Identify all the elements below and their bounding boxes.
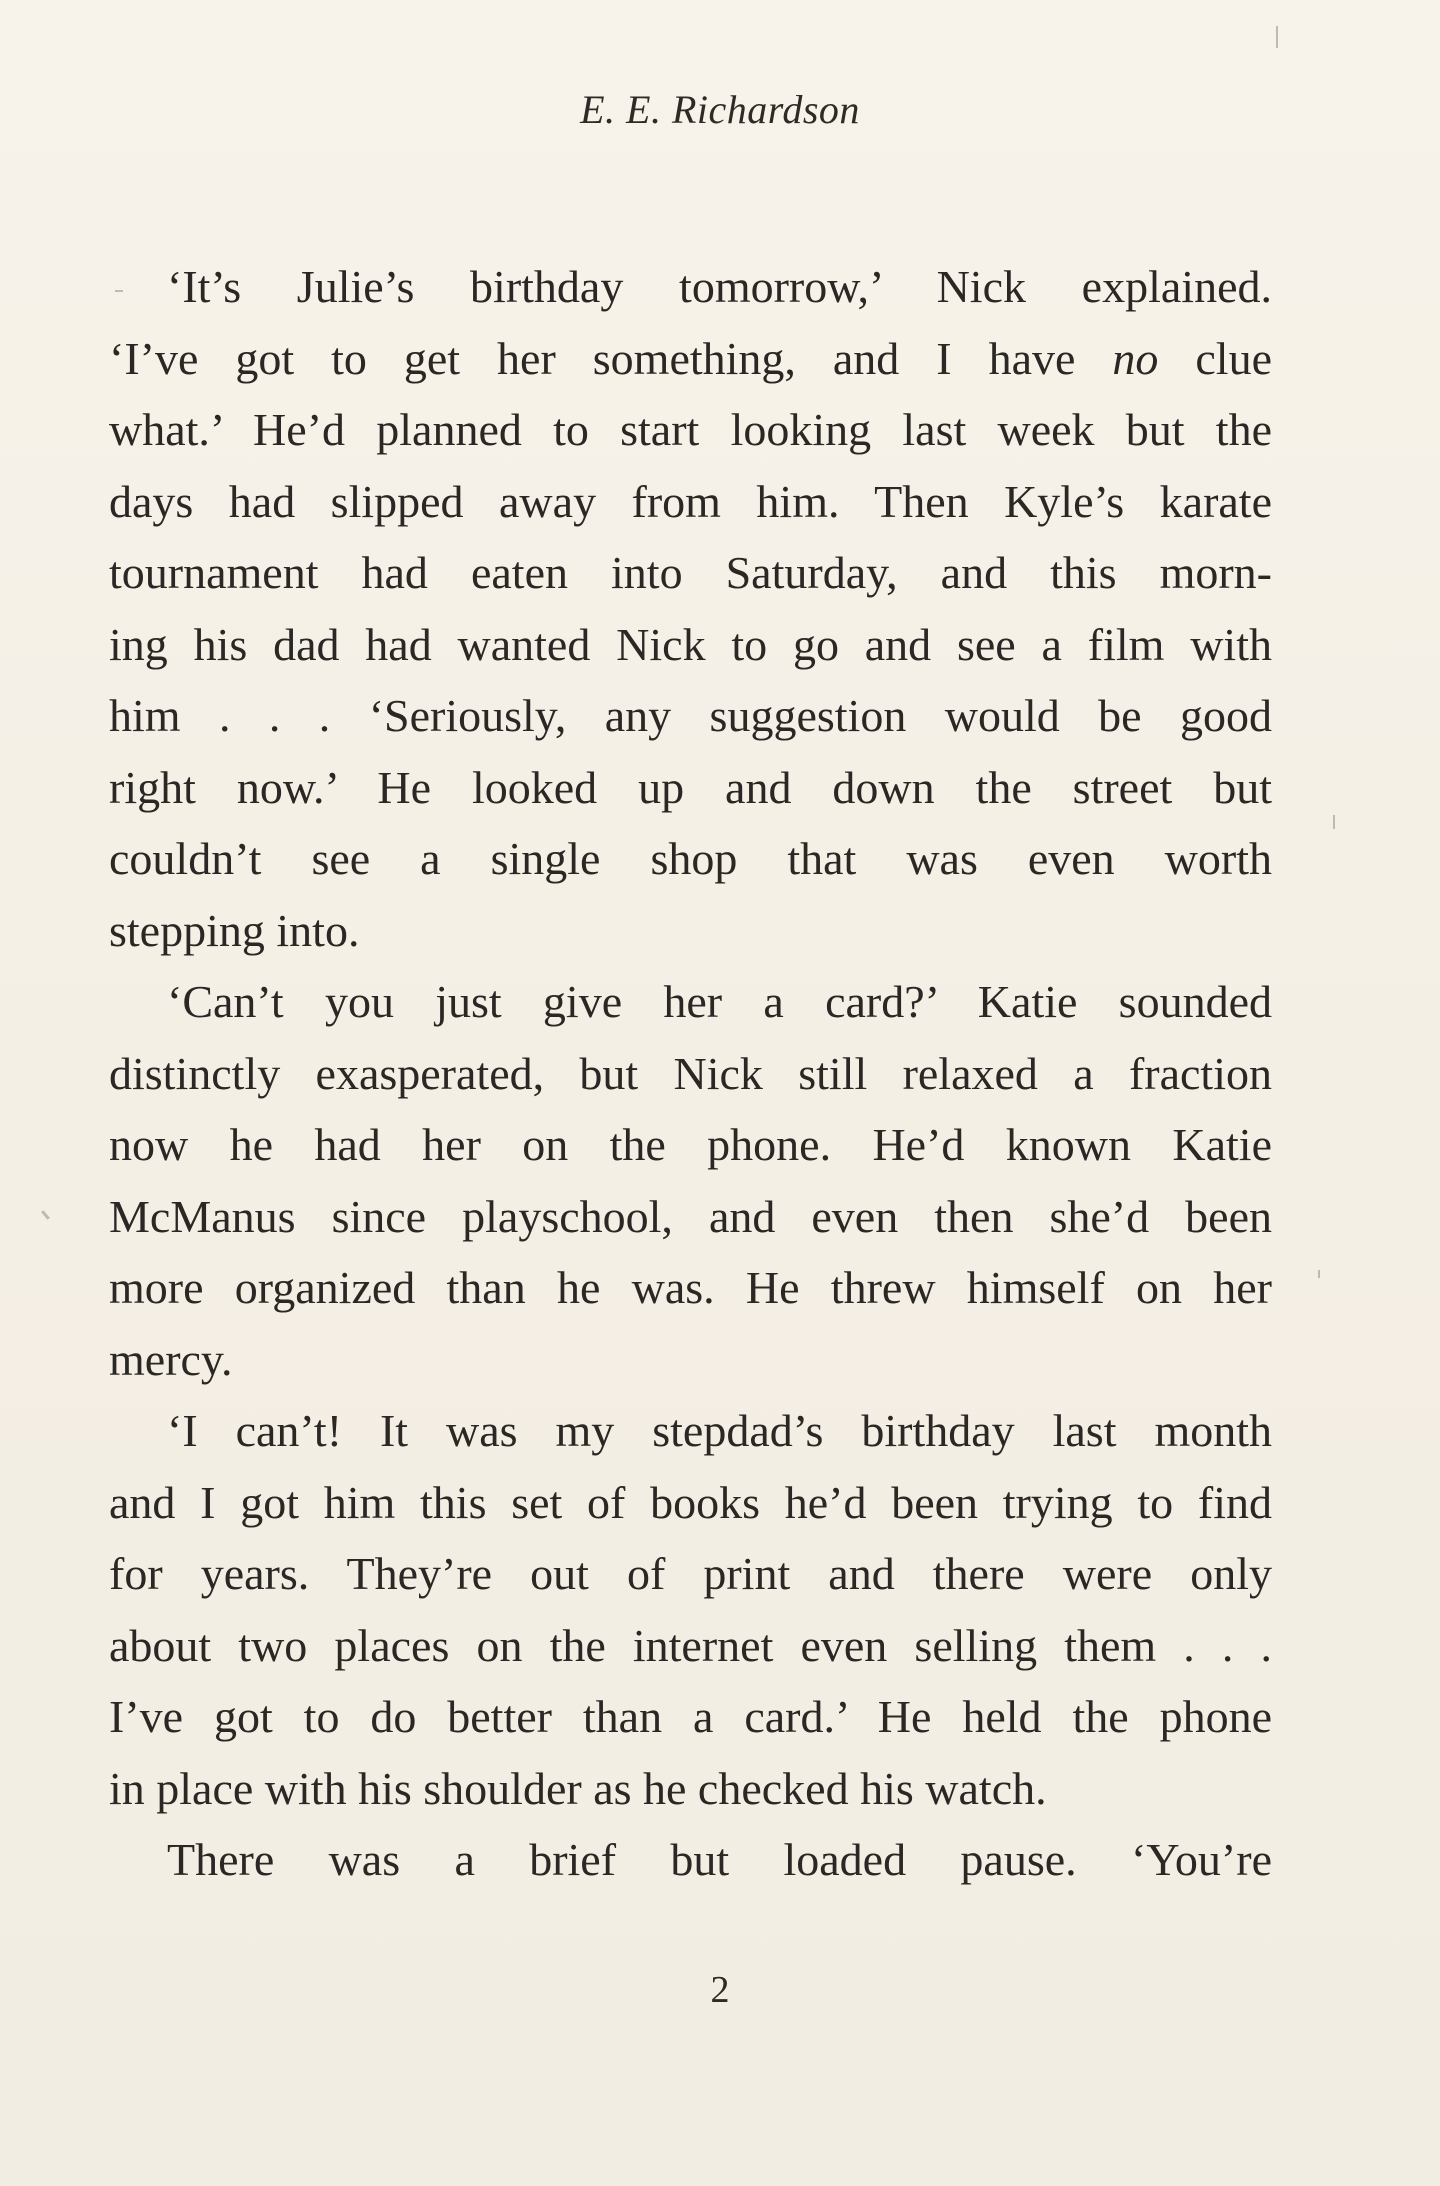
emphasis: no	[1112, 332, 1159, 384]
text-line: right now.’ He looked up and down the street but	[109, 761, 1272, 813]
scan-mark	[1276, 26, 1278, 48]
text-line: There was a brief but loaded pause. ‘You’re	[167, 1834, 1272, 1885]
text-line: about two places on the internet even selling them . . .	[109, 1619, 1272, 1671]
running-head: E. E. Richardson	[580, 87, 860, 132]
text-line: ‘It’s Julie’s birthday tomorrow,’ Nick explained.	[167, 261, 1272, 312]
paragraph-3	[109, 1395, 1272, 1824]
text-line: now he had her on the phone. He’d known Katie	[109, 1119, 1272, 1170]
text-line: him . . . ‘Seriously, any suggestion would be good	[109, 690, 1272, 741]
text-line: mercy.	[109, 1333, 233, 1385]
body-text	[109, 251, 1272, 1896]
text-line: stepping into.	[109, 904, 360, 956]
paragraph-4	[109, 1824, 1272, 1896]
scan-mark	[115, 290, 123, 292]
page-number: 2	[710, 1969, 730, 2011]
text-line: ing his dad had wanted Nick to go and see a film with	[109, 618, 1272, 670]
text-line: days had slipped away from him. Then Kyle’s karate	[109, 475, 1272, 527]
text-line: in place with his shoulder as he checked his watch.	[109, 1762, 1047, 1814]
text-line: tournament had eaten into Saturday, and this morn-	[109, 547, 1272, 598]
text-line: McManus since playschool, and even then she’d been	[109, 1190, 1272, 1242]
text-line: for years. They’re out of print and there were only	[109, 1548, 1272, 1599]
text-line: more organized than he was. He threw himself on her	[109, 1262, 1272, 1313]
text-line-segment: clue	[1158, 332, 1272, 384]
paragraph-2	[109, 966, 1272, 1395]
text-line	[109, 323, 1272, 395]
text-line: what.’ He’d planned to start looking last week but the	[109, 404, 1272, 455]
text-line: I’ve got to do better than a card.’ He held the phone	[109, 1691, 1272, 1742]
paragraph-1	[109, 251, 1272, 966]
text-line: and I got him this set of books he’d been trying to find	[109, 1476, 1272, 1528]
text-line: ‘Can’t you just give her a card?’ Katie sounded	[167, 976, 1272, 1027]
text-line: couldn’t see a single shop that was even worth	[109, 833, 1272, 884]
text-line: distinctly exasperated, but Nick still relaxed a fraction	[109, 1047, 1272, 1099]
scan-mark	[41, 1210, 50, 1220]
text-line: ‘I can’t! It was my stepdad’s birthday last month	[167, 1405, 1272, 1456]
scan-mark	[1333, 815, 1335, 829]
text-line-segment: ‘I’ve got to get her something, and I have	[109, 332, 1113, 384]
scan-mark	[1318, 1270, 1320, 1278]
